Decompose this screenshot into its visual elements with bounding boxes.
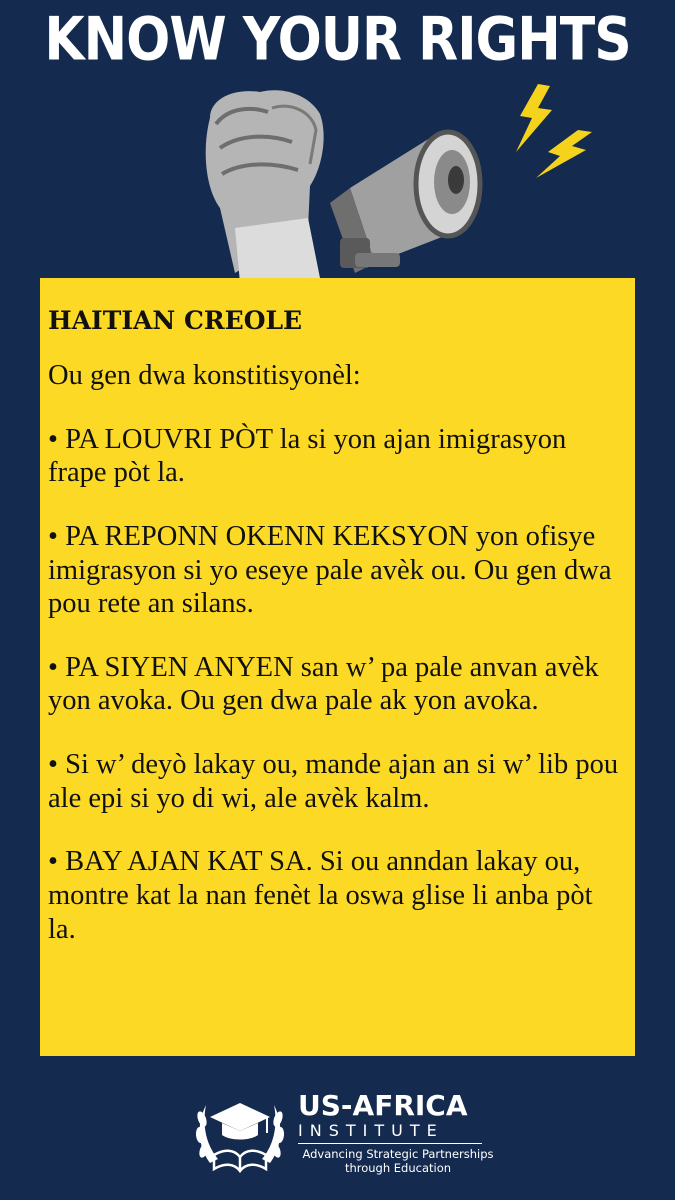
logo-tagline: [298, 1147, 498, 1175]
logo-tagline-line-1: Advancing Strategic Partnerships: [302, 1147, 494, 1161]
rights-point-4: • Si w’ deyò lakay ou, mande ajan an si w’ lib pou ale epi si yo di wi, ale avèk kalm.: [48, 749, 619, 814]
lightning-bolt-icon: [516, 84, 592, 178]
logo-subtitle: INSTITUTE: [298, 1121, 482, 1144]
header-illustration: [180, 78, 600, 283]
rights-panel: [40, 278, 635, 1056]
rights-point-5: • BAY AJAN KAT SA. Si ou anndan lakay ou, montre kat la nan fenèt la oswa glise li anba pòt la.: [48, 846, 593, 945]
rights-point-3: • PA SIYEN ANYEN san w’ pa pale anvan avèk yon avoka. Ou gen dwa pale ak yon avoka.: [48, 651, 599, 717]
language-heading: HAITIAN CREOLE: [48, 306, 303, 335]
rights-point-2: • PA REPONN OKENN KEKSYON yon ofisye imigrasyon si yo eseye pale avèk ou. Ou gen dwa pou rete an silans.: [48, 520, 612, 620]
poster-title: KNOW YOUR RIGHTS: [44, 5, 631, 75]
rights-point-1: • PA LOUVRI PÒT la si yon ajan imigrasyon frape pòt la.: [48, 423, 567, 489]
megaphone-icon: [330, 132, 480, 273]
logo-name: US-AFRICA: [298, 1089, 468, 1122]
logo-emblem: [190, 1085, 290, 1185]
raised-fist-icon: [206, 90, 324, 283]
logo-tagline-line-2: through Education: [344, 1161, 452, 1175]
open-book-icon: [214, 1151, 266, 1171]
graduation-cap-icon: [210, 1103, 270, 1140]
institute-logo: [190, 1085, 510, 1185]
rights-intro: Ou gen dwa konstitisyonèl:: [48, 360, 361, 391]
